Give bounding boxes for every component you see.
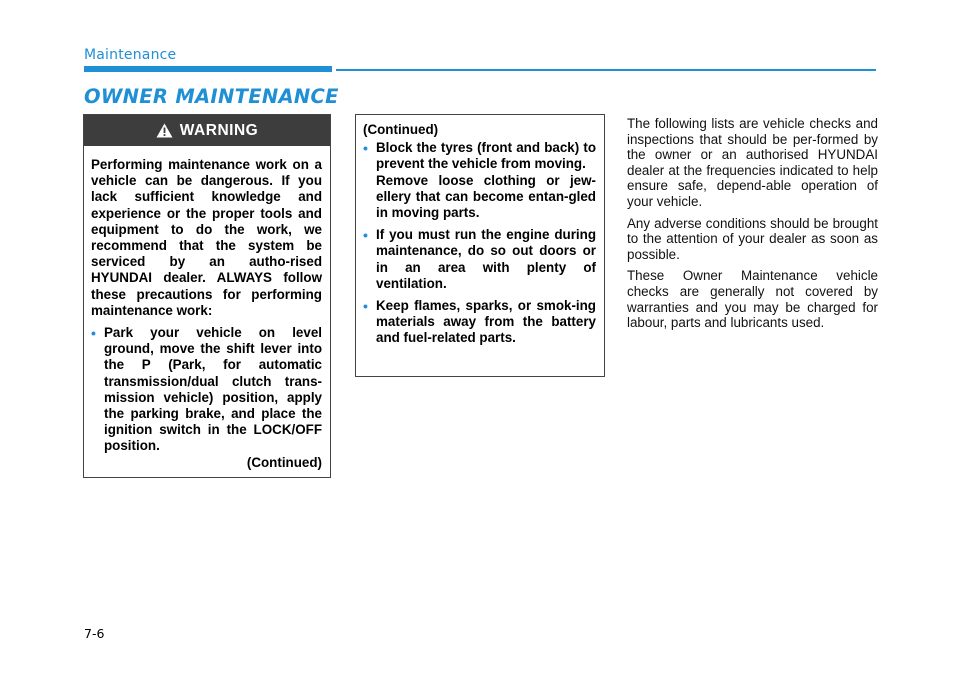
warning-triangle-icon <box>156 123 173 138</box>
warning-header <box>84 115 330 146</box>
warning-bullet-text: Park your vehicle on level ground, move the shift lever into the P (Park, for automatic transmission/dual clutch trans-mission vehicle) position, apply the parking brake, and place the ignition switch in the LOCK/OFF position. <box>104 325 322 454</box>
warning-intro: Performing maintenance work on a vehicle can be dangerous. If you lack sufficient knowledge and experience or the proper tools and equipment to do the work, we recommend that the system be serviced by an autho-rised HYUNDAI dealer. ALWAYS follow these precautions for performing maintenance work: <box>91 157 322 318</box>
section-label: Maintenance <box>84 47 177 63</box>
continued-bullet-2-text: If you must run the engine during maintenance, do so out doors or in an area with plenty of ventilation. <box>376 227 596 291</box>
continued-bullet-1 <box>363 140 596 172</box>
header-rule-thick <box>84 66 332 72</box>
page-number: 7-6 <box>84 626 105 641</box>
bullet-dot-icon: • <box>91 325 96 342</box>
continued-bullet-3-text: Keep flames, sparks, or smok-ing materials away from the battery and fuel-related parts. <box>376 298 596 346</box>
continued-bullet-1-sub: Remove loose clothing or jew-ellery that can become entan-gled in moving parts. <box>376 172 596 221</box>
body-paragraph-3: These Owner Maintenance vehicle checks are generally not covered by warranties and you may be charged for labour, parts and lubricants used. <box>627 268 878 331</box>
warning-bullet <box>91 325 322 455</box>
warning-body <box>84 146 330 471</box>
bullet-dot-icon: • <box>363 298 368 315</box>
page-title: OWNER MAINTENANCE <box>84 85 339 108</box>
warning-box <box>83 114 331 478</box>
continued-heading: (Continued) <box>363 122 439 137</box>
warning-continued: (Continued) <box>246 454 322 470</box>
warning-label: WARNING <box>179 121 259 139</box>
body-paragraph-2: Any adverse conditions should be brought to the attention of your dealer as soon as possible. <box>627 215 878 262</box>
header-rule-thin <box>336 69 876 71</box>
continued-bullet-1-text: Block the tyres (front and back) to prevent the vehicle from moving. <box>376 140 596 172</box>
continued-bullet-3 <box>363 298 596 347</box>
continued-body <box>356 115 604 347</box>
bullet-dot-icon: • <box>363 227 368 244</box>
body-text-column <box>627 116 878 337</box>
continued-bullet-2 <box>363 227 596 292</box>
body-paragraph-1: The following lists are vehicle checks and inspections that should be per-formed by the owner or an authorised HYUNDAI dealer at the frequencies indicated to help ensure safe, depend-able operation of your vehicle. <box>627 116 878 209</box>
continued-warning-box <box>355 114 605 377</box>
bullet-dot-icon: • <box>363 140 368 157</box>
